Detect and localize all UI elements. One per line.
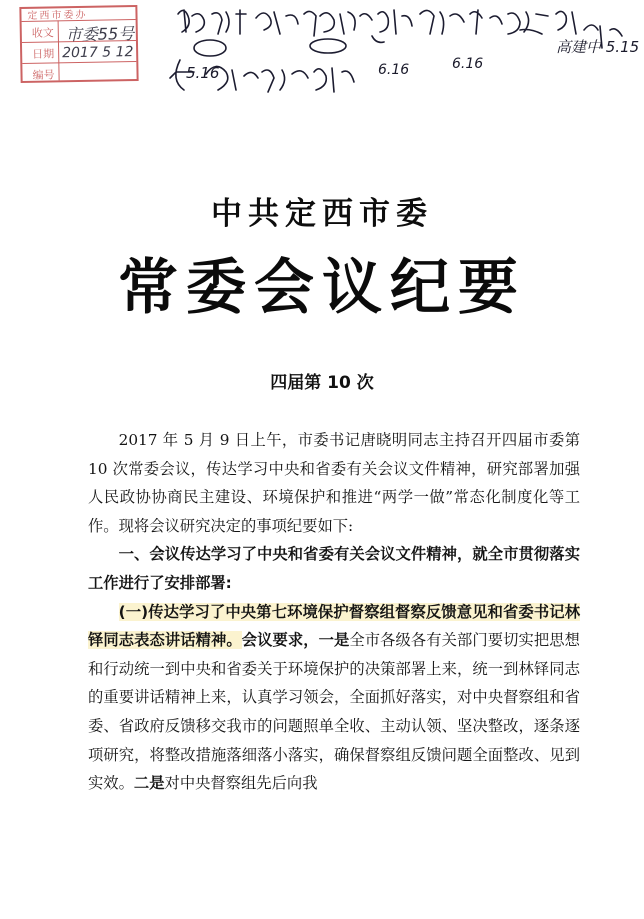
handwritten-date: 6.16 xyxy=(378,62,410,78)
intro-paragraph: 2017 年 5 月 9 日上午，市委书记唐晓明同志主持召开四届市委第 10 次常委会议，传达学习中央和省委有关会议文件精神，研究部署加强人民政协协商民主建设、环境保护和推进“两学一做”常态化制度化等工作。现将会议研究决定的事项纪要如下: xyxy=(88,431,580,535)
section-heading xyxy=(88,540,580,597)
stamp-document-number: 市委55号 xyxy=(65,24,135,45)
handwritten-signature: 高建中 5.15 xyxy=(556,38,640,56)
item-paragraph xyxy=(88,598,580,798)
stamp-label-date: 日期 xyxy=(32,47,55,61)
section1-heading: 一、会议传达学习了中央和省委有关会议文件精神，就全市贯彻落实工作进行了安排部署: xyxy=(88,545,580,592)
requirement-lead: 会议要求， xyxy=(241,631,319,650)
point1-label: 一是 xyxy=(318,631,350,650)
point1-text: 全市各级各有关部门要切实把思想和行动统一到中央和省委关于环境保护的决策部署上来，统一到林铎同志的重要讲话精神上来，认真学习领会，全面抓好落实，对中央督察组和省委、省政府反馈移交我市的问题照单全收、主动认领、坚决整改，逐条逐项研究，将整改措施落细落小落实，确保督察组反馈问题全面整改、见到实效。 xyxy=(88,631,580,793)
point2-label: 二是 xyxy=(133,774,165,793)
stamp-title: 定西市委办 xyxy=(27,9,88,22)
handwritten-date: 6.16 xyxy=(452,56,484,72)
issue-number: 四届第 10 次 xyxy=(270,373,374,393)
organization-title: 中共定西市委 xyxy=(211,196,433,232)
handwritten-instructions xyxy=(0,0,644,110)
item1-heading: (一)传达学习了中央第七环境保护督察组督察反馈意见和省委书记林铎同志表态讲话精神。 xyxy=(88,602,580,650)
document-body xyxy=(88,426,580,798)
handwritten-date: 5.16 xyxy=(186,64,220,82)
document-title: 常委会议纪要 xyxy=(118,253,526,323)
stamp-label-number: 编号 xyxy=(32,68,55,82)
point2-text: 对中央督察组先后向我 xyxy=(164,774,318,793)
stamp-date: 2017 5 12 xyxy=(62,44,134,62)
stamp-label-receive: 收文 xyxy=(31,26,54,40)
